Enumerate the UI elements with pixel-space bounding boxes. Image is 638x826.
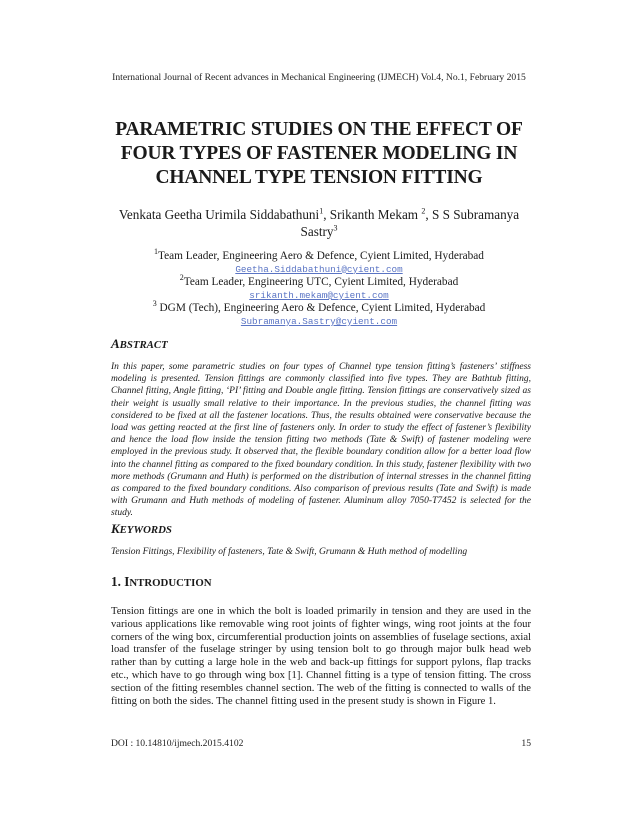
paper-title [60,118,578,190]
author-email[interactable] [60,315,578,329]
author-affil-sup: 1 [319,206,324,216]
keywords-heading: KEYWORDS [111,521,172,536]
author-name: Sastry [300,224,334,239]
affiliation-text: Team Leader, Engineering Aero & Defence, Cyient Limited, Hyderabad [158,250,484,262]
affiliation-list [60,247,578,329]
affiliation [60,273,578,289]
author-line-1 [60,206,578,223]
abstract-text: In this paper, some parametric studies on four types of Channel type tension fitting’s fasteners’ stiffness modeling is presented. Tension fittings are commonly classified into five types. They are Bathtub fitting, Channel fitting, Angle fitting, ‘PI’ fitting and Double angle fitting. Tension fittings are conservatively sized as their weight is usually small relative to their importance. In the previous studies, the channel fitting was considered to be fixed at all the fastener locations. Thus, the results obtained were conservative because the load was getting reacted at the first line of fasteners only. In order to study the effect of fastener’s flexibility and hence the load flow inside the tension fitting two methods (Tate & Swift) of fastener modeling were employed in the previous study. It observed that, the flexible boundary condition allow for a better load flow into the channel fitting as compared to the fixed boundary condition. In this study, fastener flexibility with two more methods (Grumann and Huth) is performed on the distribution of internal stresses in the channel fitting as compared to the fixed boundary conditions. Also comparison of previous results (Tate and Swift) is made with Grumann and Huth methods of modeling of fastener. Aluminum alloy 7050-T7452 is selected for the study. [111,362,531,519]
affiliation-text: DGM (Tech), Engineering Aero & Defence, Cyient Limited, Hyderabad [156,302,486,315]
author-affil-sup: 3 [333,223,338,233]
page-number: 15 [521,738,531,749]
author-name: , S S Subramanya [425,207,520,222]
affiliation [60,299,578,315]
introduction-heading: 1. INTRODUCTION [111,574,212,589]
title-line: CHANNEL TYPE TENSION FITTING [155,167,483,188]
title-line: PARAMETRIC STUDIES ON THE EFFECT OF [115,119,523,140]
email-link[interactable]: srikanth.mekam@cyient.com [249,289,389,301]
affiliation [60,247,578,263]
author-separator: , [323,207,330,222]
keywords-text: Tension Fittings, Flexibility of fasteners, Tate & Swift, Grumann & Huth method of modelling [111,547,468,557]
running-head: International Journal of Recent advances in Mechanical Engineering (IJMECH) Vol.4, No.1, February 2015 [112,72,526,83]
affiliation-text: Team Leader, Engineering UTC, Cyient Limited, Hyderabad [183,276,459,289]
author-email[interactable] [60,263,578,277]
author-line-2 [60,223,578,240]
email-link[interactable]: Geetha.Siddabathuni@cyient.com [235,263,403,275]
doi-text: DOI : 10.14810/ijmech.2015.4102 [111,738,244,749]
introduction-text: Tension fittings are one in which the bolt is loaded primarily in tension and they are used in the various applications like removable wing root joints of fighter wings, wing root joints at the four corners of the wing box, circumferential production joints on assemblies of fuselage sections, axial load transfer of the fuselage stringer by using tension bolt to go through major bulk head web rather than by cutting a large hole in the web and back-up fittings for support pylons, flap tracks etc., which have to go through wing box [1]. Channel fitting is a type of tension fitting. The cross section of the fitting resembles channel section. The web of the fitting is connected to walls of the fitting on both the sides. The channel fitting used in the present study is shown in Figure 1. [111,606,531,707]
affiliation-sup: 2 [179,273,184,283]
author-list [60,206,578,240]
affiliation-sup: 3 [152,299,157,309]
author-name: Srikanth Mekam [329,207,422,222]
author-email[interactable] [60,289,578,303]
author-affil-sup: 2 [421,206,426,216]
affiliation-sup: 1 [154,247,159,257]
title-line: FOUR TYPES OF FASTENER MODELING IN [120,143,518,164]
abstract-heading: ABSTRACT [111,336,168,351]
author-name: Venkata Geetha Urimila Siddabathuni [118,207,320,222]
email-link[interactable]: Subramanya.Sastry@cyient.com [240,315,398,327]
